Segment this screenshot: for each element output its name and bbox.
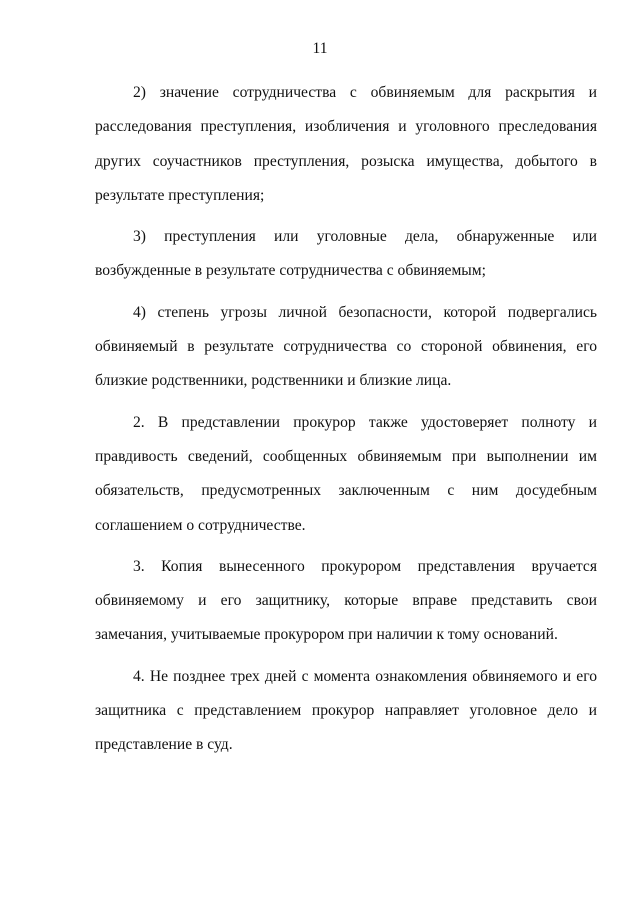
- page-number: 11: [312, 40, 328, 57]
- paragraph-item-4-threat-degree: 4) степень угрозы личной безопасности, которой подвергались обвиняемый в результате сотрудничества со стороной обвинения, его близкие родственники, родственники и близкие лица.: [95, 303, 597, 390]
- paragraph-item-2-significance: 2) значение сотрудничества с обвиняемым для раскрытия и расследования преступления, изобличения и уголовного преследования других соучастников преступления, розыска имущества, добытого в результате преступления;: [95, 84, 597, 204]
- document-body: [95, 76, 597, 770]
- paragraph-section-2-prosecutor-certifies: 2. В представлении прокурор также удостоверяет полноту и правдивость сведений, сообщенных обвиняемым при выполнении им обязательств, предусмотренных заключенным с ним досудебным соглашением о сотрудничестве.: [95, 413, 597, 534]
- paragraph-section-3-copy-delivered: 3. Копия вынесенного прокурором представления вручается обвиняемому и его защитнику, которые вправе представить свои замечания, учитываемые прокурором при наличии к тому оснований.: [95, 557, 597, 644]
- paragraph-item-3-crimes-uncovered: 3) преступления или уголовные дела, обнаруженные или возбужденные в результате сотрудничества с обвиняемым;: [95, 228, 597, 280]
- paragraph-section-4-sent-to-court: 4. Не позднее трех дней с момента ознакомления обвиняемого и его защитника с представлением прокурор направляет уголовное дело и представление в суд.: [95, 667, 597, 754]
